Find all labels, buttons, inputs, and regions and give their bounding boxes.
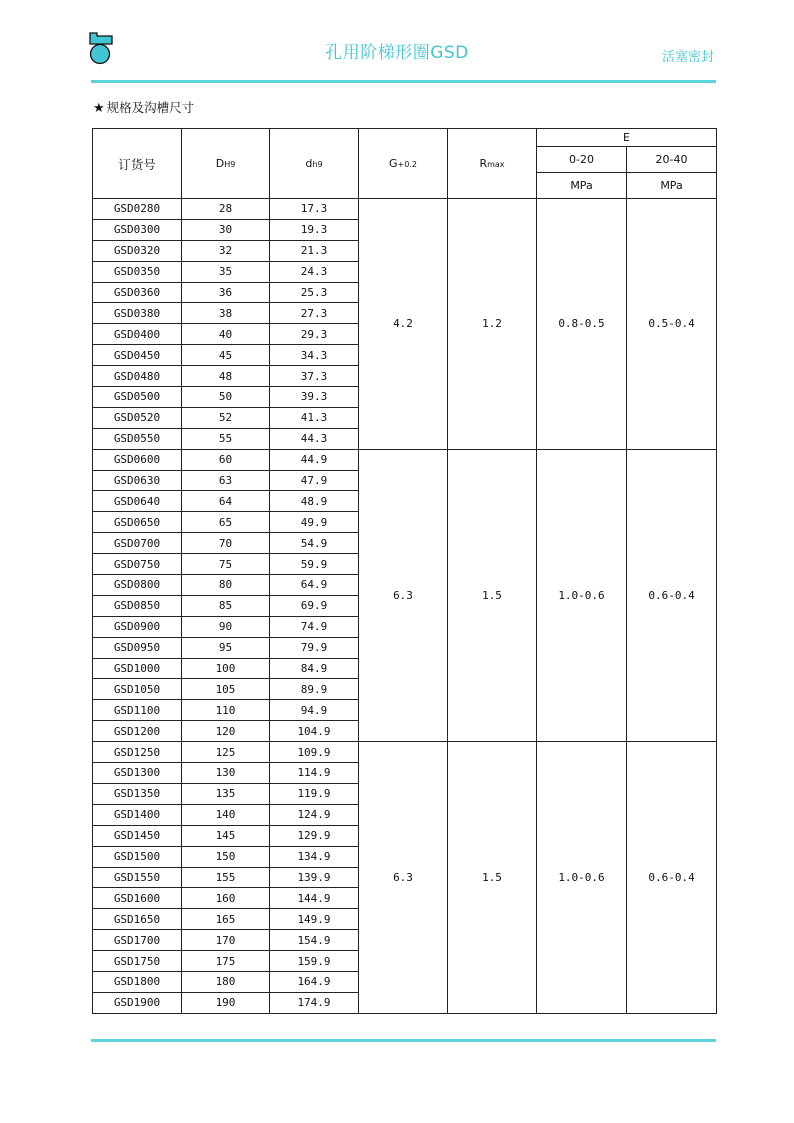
order-no-cell: GSD1100 (93, 700, 182, 721)
footer-divider (91, 1039, 716, 1042)
D-cell: 90 (182, 616, 270, 637)
D-cell: 155 (182, 867, 270, 888)
header-R-max: Rmax (448, 129, 537, 199)
D-cell: 35 (182, 261, 270, 282)
d-cell: 119.9 (270, 783, 359, 804)
d-cell: 139.9 (270, 867, 359, 888)
D-cell: 145 (182, 825, 270, 846)
D-cell: 125 (182, 742, 270, 763)
order-no-cell: GSD0700 (93, 533, 182, 554)
d-cell: 134.9 (270, 846, 359, 867)
d-cell: 29.3 (270, 324, 359, 345)
D-cell: 190 (182, 992, 270, 1013)
order-no-cell: GSD0360 (93, 282, 182, 303)
E-range-2-cell: 0.6-0.4 (627, 449, 717, 741)
d-cell: 44.9 (270, 449, 359, 470)
d-cell: 54.9 (270, 533, 359, 554)
header-divider (91, 80, 716, 83)
R-max-cell: 1.5 (448, 742, 537, 1014)
D-cell: 180 (182, 971, 270, 992)
D-cell: 85 (182, 595, 270, 616)
order-no-cell: GSD0750 (93, 554, 182, 575)
d-cell: 124.9 (270, 804, 359, 825)
D-cell: 65 (182, 512, 270, 533)
D-cell: 40 (182, 324, 270, 345)
table-row (93, 449, 717, 470)
d-cell: 114.9 (270, 763, 359, 784)
D-cell: 95 (182, 637, 270, 658)
D-cell: 120 (182, 721, 270, 742)
d-cell: 21.3 (270, 240, 359, 261)
order-no-cell: GSD1000 (93, 658, 182, 679)
D-cell: 60 (182, 449, 270, 470)
D-cell: 50 (182, 387, 270, 408)
header-D-H9: DH9 (182, 129, 270, 199)
d-cell: 144.9 (270, 888, 359, 909)
order-no-cell: GSD0950 (93, 637, 182, 658)
d-cell: 109.9 (270, 742, 359, 763)
D-cell: 38 (182, 303, 270, 324)
order-no-cell: GSD0380 (93, 303, 182, 324)
d-cell: 149.9 (270, 909, 359, 930)
D-cell: 110 (182, 700, 270, 721)
D-cell: 75 (182, 554, 270, 575)
order-no-cell: GSD0650 (93, 512, 182, 533)
order-no-cell: GSD0630 (93, 470, 182, 491)
R-max-cell: 1.5 (448, 449, 537, 741)
order-no-cell: GSD1800 (93, 971, 182, 992)
d-cell: 94.9 (270, 700, 359, 721)
order-no-cell: GSD0520 (93, 407, 182, 428)
D-cell: 45 (182, 345, 270, 366)
order-no-cell: GSD1500 (93, 846, 182, 867)
order-no-cell: GSD1900 (93, 992, 182, 1013)
section-heading-text: 规格及沟槽尺寸 (106, 100, 195, 115)
E-range-1-cell: 0.8-0.5 (537, 199, 627, 450)
order-no-cell: GSD0400 (93, 324, 182, 345)
D-cell: 175 (182, 951, 270, 972)
header-E-unit-1: MPa (537, 173, 627, 199)
header-G: G+0.2 (359, 129, 448, 199)
D-cell: 105 (182, 679, 270, 700)
D-cell: 165 (182, 909, 270, 930)
E-range-2-cell: 0.6-0.4 (627, 742, 717, 1014)
order-no-cell: GSD1600 (93, 888, 182, 909)
G-cell: 6.3 (359, 449, 448, 741)
order-no-cell: GSD1300 (93, 763, 182, 784)
table-row (93, 199, 717, 220)
d-cell: 64.9 (270, 575, 359, 596)
order-no-cell: GSD1200 (93, 721, 182, 742)
order-no-cell: GSD0550 (93, 428, 182, 449)
d-cell: 174.9 (270, 992, 359, 1013)
D-cell: 63 (182, 470, 270, 491)
d-cell: 79.9 (270, 637, 359, 658)
d-cell: 69.9 (270, 595, 359, 616)
d-cell: 164.9 (270, 971, 359, 992)
category-label: 活塞密封 (661, 50, 714, 65)
order-no-cell: GSD0800 (93, 575, 182, 596)
d-cell: 48.9 (270, 491, 359, 512)
d-cell: 24.3 (270, 261, 359, 282)
d-cell: 84.9 (270, 658, 359, 679)
D-cell: 48 (182, 366, 270, 387)
E-range-1-cell: 1.0-0.6 (537, 742, 627, 1014)
section-heading (93, 98, 194, 116)
d-cell: 39.3 (270, 387, 359, 408)
d-cell: 44.3 (270, 428, 359, 449)
page-title: 孔用阶梯形圈GSD (325, 43, 469, 63)
D-cell: 135 (182, 783, 270, 804)
d-cell: 159.9 (270, 951, 359, 972)
d-cell: 41.3 (270, 407, 359, 428)
order-no-cell: GSD1250 (93, 742, 182, 763)
d-cell: 59.9 (270, 554, 359, 575)
order-no-cell: GSD1750 (93, 951, 182, 972)
header-E: E (537, 129, 717, 147)
D-cell: 32 (182, 240, 270, 261)
D-cell: 100 (182, 658, 270, 679)
d-cell: 74.9 (270, 616, 359, 637)
order-no-cell: GSD0450 (93, 345, 182, 366)
order-no-cell: GSD1450 (93, 825, 182, 846)
header-d-h9: dh9 (270, 129, 359, 199)
G-cell: 4.2 (359, 199, 448, 450)
order-no-cell: GSD0900 (93, 616, 182, 637)
order-no-cell: GSD1550 (93, 867, 182, 888)
header-order-no: 订货号 (93, 129, 182, 199)
order-no-cell: GSD0850 (93, 595, 182, 616)
D-cell: 64 (182, 491, 270, 512)
order-no-cell: GSD0300 (93, 219, 182, 240)
spec-table (92, 128, 717, 1014)
D-cell: 150 (182, 846, 270, 867)
d-cell: 37.3 (270, 366, 359, 387)
d-cell: 34.3 (270, 345, 359, 366)
spec-table-body (93, 199, 717, 1014)
D-cell: 70 (182, 533, 270, 554)
D-cell: 80 (182, 575, 270, 596)
d-cell: 47.9 (270, 470, 359, 491)
order-no-cell: GSD1400 (93, 804, 182, 825)
header-E-unit-2: MPa (627, 173, 717, 199)
table-row (93, 742, 717, 763)
D-cell: 170 (182, 930, 270, 951)
D-cell: 36 (182, 282, 270, 303)
order-no-cell: GSD0500 (93, 387, 182, 408)
d-cell: 27.3 (270, 303, 359, 324)
order-no-cell: GSD1700 (93, 930, 182, 951)
d-cell: 25.3 (270, 282, 359, 303)
order-no-cell: GSD0480 (93, 366, 182, 387)
order-no-cell: GSD0280 (93, 199, 182, 220)
header-E-range-2: 20-40 (627, 147, 717, 173)
d-cell: 154.9 (270, 930, 359, 951)
order-no-cell: GSD1050 (93, 679, 182, 700)
d-cell: 129.9 (270, 825, 359, 846)
order-no-cell: GSD0350 (93, 261, 182, 282)
order-no-cell: GSD0320 (93, 240, 182, 261)
D-cell: 140 (182, 804, 270, 825)
D-cell: 52 (182, 407, 270, 428)
d-cell: 19.3 (270, 219, 359, 240)
order-no-cell: GSD1350 (93, 783, 182, 804)
d-cell: 104.9 (270, 721, 359, 742)
d-cell: 17.3 (270, 199, 359, 220)
star-icon: ★ (93, 101, 105, 116)
D-cell: 28 (182, 199, 270, 220)
D-cell: 160 (182, 888, 270, 909)
order-no-cell: GSD1650 (93, 909, 182, 930)
d-cell: 49.9 (270, 512, 359, 533)
G-cell: 6.3 (359, 742, 448, 1014)
D-cell: 130 (182, 763, 270, 784)
E-range-2-cell: 0.5-0.4 (627, 199, 717, 450)
d-cell: 89.9 (270, 679, 359, 700)
E-range-1-cell: 1.0-0.6 (537, 449, 627, 741)
order-no-cell: GSD0640 (93, 491, 182, 512)
R-max-cell: 1.2 (448, 199, 537, 450)
order-no-cell: GSD0600 (93, 449, 182, 470)
D-cell: 30 (182, 219, 270, 240)
header-E-range-1: 0-20 (537, 147, 627, 173)
D-cell: 55 (182, 428, 270, 449)
